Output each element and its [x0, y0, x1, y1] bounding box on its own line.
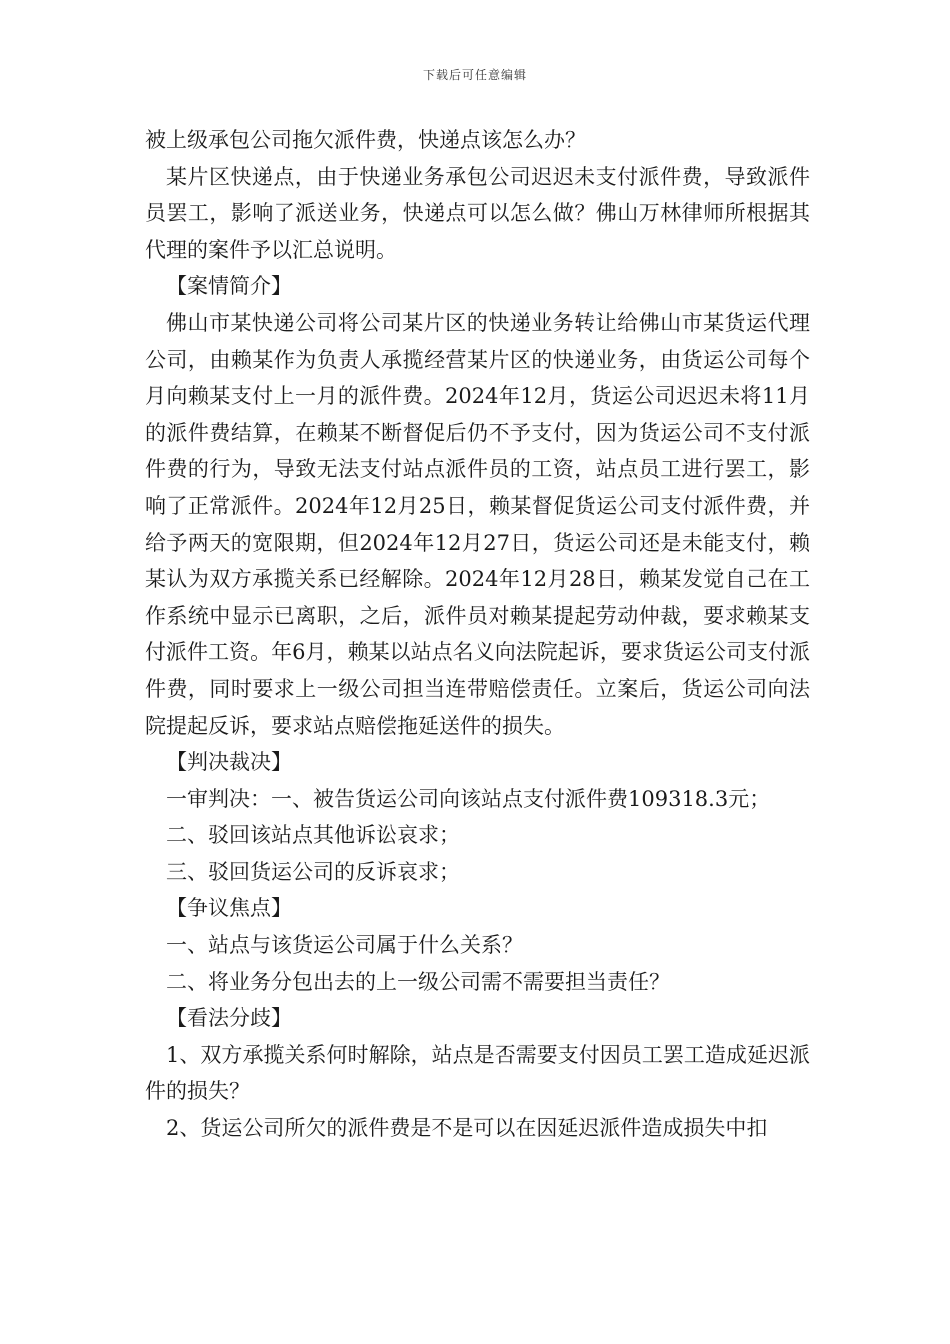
document-body: [145, 122, 810, 1147]
section-heading-judgment: 【判决裁决】: [166, 750, 292, 775]
section-heading-views: 【看法分歧】: [166, 1006, 292, 1031]
judgment-item-1: 一审判决：一、被告货运公司向该站点支付派件费109318.3元；: [166, 786, 771, 811]
document-title: 被上级承包公司拖欠派件费，快递点该怎么办？: [145, 128, 586, 152]
page-header-note: 下载后可任意编辑: [422, 68, 527, 82]
view-item-2: 2、货运公司所欠的派件费是不是可以在因延迟派件造成损失中扣: [166, 1116, 768, 1141]
intro-paragraph: 某片区快递点，由于快递业务承包公司迟迟未支付派件费，导致派件员罢工，影响了派送业务，快递点可以怎么做？佛山万林律师所根据其代理的案件予以汇总说明。: [145, 164, 810, 262]
case-paragraph: 佛山市某快递公司将公司某片区的快递业务转让给佛山市某货运代理公司，由赖某作为负责人承揽经营某片区的快递业务，由货运公司每个月向赖某支付上一月的派件费。2024年12月，货运公司迟迟未将11月的派件费结算，在赖某不断督促后仍不予支付，因为货运公司不支付派件费的行为，导致无法支付站点派件员的工资，站点员工进行罢工，影响了正常派件。2024年12月25日，赖某督促货运公司支付派件费，并给予两天的宽限期，但2024年12月27日，货运公司还是未能支付，赖某认为双方承揽关系已经解除。2024年12月28日，赖某发觉自己在工作系统中显示已离职，之后，派件员对赖某提起劳动仲裁，要求赖某支付派件工资。年6月，赖某以站点名义向法院起诉，要求货运公司支付派件费，同时要求上一级公司担当连带赔偿责任。立案后，货运公司向法院提起反诉，要求站点赔偿拖延送件的损失。: [145, 310, 810, 738]
judgment-item-3: 三、驳回货运公司的反诉哀求；: [166, 859, 460, 884]
dispute-item-1: 一、站点与该货运公司属于什么关系？: [166, 933, 523, 958]
section-heading-dispute: 【争议焦点】: [166, 896, 292, 921]
view-item-1: 1、双方承揽关系何时解除，站点是否需要支付因员工罢工造成延迟派件的损失？: [145, 1042, 810, 1104]
dispute-item-2: 二、将业务分包出去的上一级公司需不需要担当责任？: [166, 969, 670, 994]
judgment-item-2: 二、驳回该站点其他诉讼哀求；: [166, 823, 460, 848]
section-heading-case: 【案情简介】: [166, 274, 292, 299]
